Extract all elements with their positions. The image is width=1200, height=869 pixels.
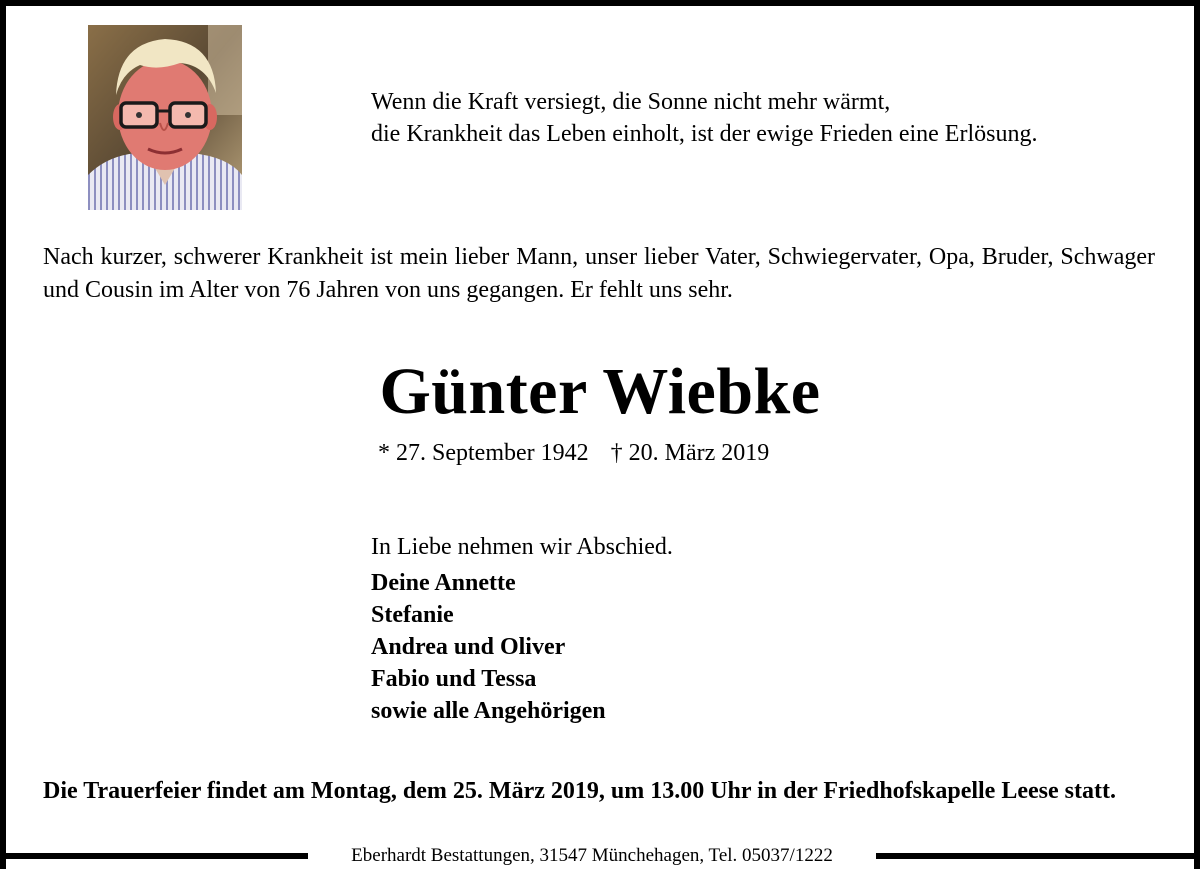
farewell-line: In Liebe nehmen wir Abschied. — [371, 534, 673, 560]
intro-paragraph: Nach kurzer, schwerer Krankheit ist mein lieber Mann, unser lieber Vater, Schwiegervater, Opa, Bruder, Schwager und Cousin im Alter von 76 Jahren von uns gegangen. Er fehlt uns sehr. — [43, 244, 1155, 303]
death-date: † 20. März 2019 — [610, 440, 770, 466]
portrait-photo — [88, 25, 242, 210]
birth-date: * 27. September 1942 — [378, 440, 589, 466]
undertaker-footer: Eberhardt Bestattungen, 31547 Münchehagen, Tel. 05037/1222 — [308, 843, 876, 869]
motto-verse — [371, 86, 1171, 150]
motto-line-1: Wenn die Kraft versiegt, die Sonne nicht mehr wärmt, — [371, 89, 891, 115]
family-member: Stefanie — [371, 602, 454, 628]
family-member: Fabio und Tessa — [371, 666, 537, 692]
motto-line-2: die Krankheit das Leben einholt, ist der ewige Frieden eine Erlösung. — [371, 121, 1038, 147]
family-list — [371, 567, 606, 727]
family-member: Andrea und Oliver — [371, 634, 566, 660]
funeral-notice: Die Trauerfeier findet am Montag, dem 25. März 2019, um 13.00 Uhr in der Friedhofskapelle Leese statt. — [43, 778, 1116, 804]
life-dates — [378, 438, 769, 468]
family-member: Deine Annette — [371, 570, 516, 596]
bottom-rule-left — [0, 853, 308, 859]
bottom-rule-right — [876, 853, 1200, 859]
deceased-name: Günter Wiebke — [379, 355, 821, 428]
family-member: sowie alle Angehörigen — [371, 698, 606, 724]
